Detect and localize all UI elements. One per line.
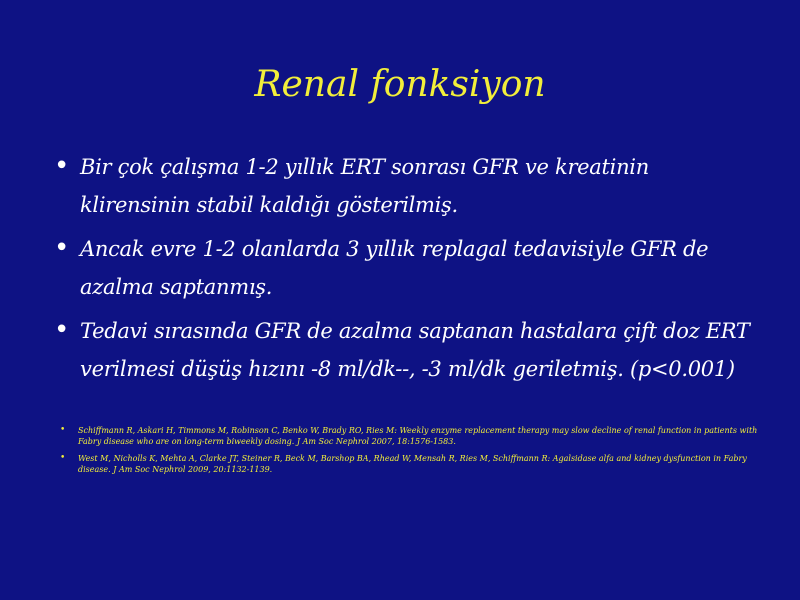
bullet-dot-icon: • [54, 151, 70, 181]
bullet-list [52, 148, 757, 394]
reference-text: West M, Nicholls K, Mehta A, Clarke JT, Steiner R, Beck M, Barshop BA, Rhead W, Mensah R, Ries M, Schiffmann R: Agalsidase alfa and kidney dysfunction in Fabry disease. J Am Soc Nephrol 2009, 20:1132-1139. [78, 454, 747, 474]
bullet-text: Bir çok çalışma 1-2 yıllık ERT sonrası GFR ve kreatinin klirensinin stabil kaldığı gösterilmiş. [80, 155, 649, 217]
bullet-dot-icon: • [54, 315, 70, 345]
bullet-text: Ancak evre 1-2 olanlarda 3 yıllık replagal tedavisiyle GFR de azalma saptanmış. [80, 237, 709, 299]
reference-item [60, 425, 760, 447]
reference-dot-icon: • [60, 425, 66, 435]
bullet-item [52, 312, 757, 388]
reference-dot-icon: • [60, 453, 66, 463]
reference-text: Schiffmann R, Askari H, Timmons M, Robinson C, Benko W, Brady RO, Ries M: Weekly enzyme replacement therapy may slow decline of renal function in patients with Fabry disease who are on long-term biweekly dosing. J Am Soc Nephrol 2007, 18:1576-1583. [78, 426, 758, 446]
bullet-item [52, 230, 757, 306]
bullet-item [52, 148, 757, 224]
bullet-dot-icon: • [54, 233, 70, 263]
reference-list [60, 425, 760, 481]
bullet-text: Tedavi sırasında GFR de azalma saptanan hastalara çift doz ERT verilmesi düşüş hızını -8 ml/dk--, -3 ml/dk geriletmiş. (p<0.001) [80, 319, 750, 381]
reference-item [60, 453, 760, 475]
slide-title: Renal fonksiyon [254, 64, 546, 105]
